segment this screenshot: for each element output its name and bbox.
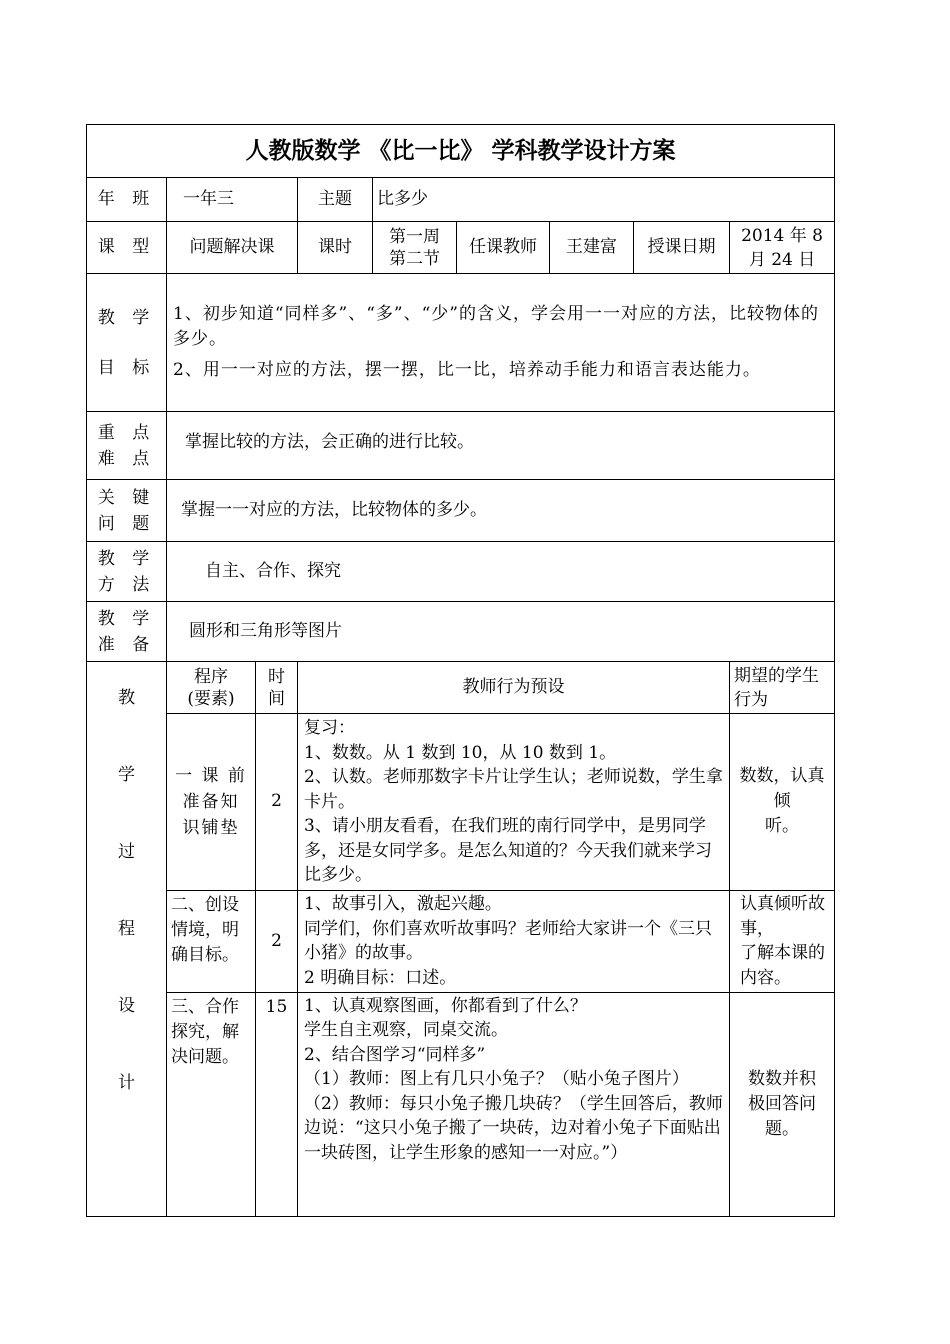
process-header-step: 程序 (要素) xyxy=(167,662,256,714)
date-label: 授课日期 xyxy=(634,222,730,274)
goal-item-1: 1、初步知道“同样多”、“多”、“少”的含义，学会用一一对应的方法，比较物体的多少。 xyxy=(173,304,819,349)
method-label-line-2: 方 法 xyxy=(97,574,156,595)
grade-value: 一年三 xyxy=(167,178,298,222)
prep-label-line-1: 教 学 xyxy=(97,608,156,629)
process-side-char-4: 程 xyxy=(118,919,135,939)
goals-label xyxy=(87,274,167,412)
process-row-2-step: 二、创设 情境，明 确目标。 xyxy=(167,890,256,992)
process-side-char-5: 设 xyxy=(118,996,135,1016)
lesson-plan-sheet-main xyxy=(86,124,834,1217)
lesson-type-label: 课 型 xyxy=(87,222,167,274)
process-side-label xyxy=(87,662,167,1217)
document-title: 人教版数学 《比一比》 学科教学设计方案 xyxy=(87,125,835,178)
key-question-label-line-1: 关 键 xyxy=(97,487,156,508)
process-row-1-student: 数数，认真倾 听。 xyxy=(730,714,835,891)
topic-label: 主题 xyxy=(298,178,373,222)
process-side-char-1: 教 xyxy=(118,688,135,708)
key-points-label-line-2: 难 点 xyxy=(97,448,156,469)
prep-value: 圆形和三角形等图片 xyxy=(167,602,835,662)
teacher-label: 任课教师 xyxy=(457,222,550,274)
goals-content xyxy=(167,274,835,412)
lesson-plan-grid xyxy=(86,124,835,1217)
period-label: 课时 xyxy=(298,222,373,274)
process-row-2-student: 认真倾听故 事， 了解本课的 内容。 xyxy=(730,890,835,992)
process-row-3-student: 数数并积 极回答问题。 xyxy=(730,992,835,1216)
process-header-teacher: 教师行为预设 xyxy=(298,662,730,714)
goals-label-line-2: 目 标 xyxy=(97,357,156,378)
process-side-char-3: 过 xyxy=(118,842,135,862)
process-side-char-2: 学 xyxy=(118,765,135,785)
teacher-value: 王建富 xyxy=(550,222,634,274)
process-row-1-teacher: 复习： 1、数数。从 1 数到 10，从 10 数到 1。 2、认数。老师那数字卡片让学生认；老师说数，学生拿卡片。 3、请小朋友看看，在我们班的南行同学中，是男同学多，还是女同学多。是怎么知道的？今天我们就来学习比多少。 xyxy=(298,714,730,891)
process-row-3-teacher: 1、认真观察图画，你都看到了什么？ 学生自主观察，同桌交流。 2、结合图学习“同样多” （1）教师：图上有几只小兔子？（贴小兔子图片） （2）教师：每只小兔子搬几块砖？（学生回答后，教师边说：“这只小兔子搬了一块砖，边对着小兔子下面贴出一块砖图，让学生形象的感知一一对应。”） xyxy=(298,992,730,1216)
key-question-label xyxy=(87,480,167,542)
method-label-line-1: 教 学 xyxy=(97,548,156,569)
method-label xyxy=(87,542,167,602)
lesson-type-value: 问题解决课 xyxy=(167,222,298,274)
key-question-value: 掌握一一对应的方法，比较物体的多少。 xyxy=(167,480,835,542)
process-row-1-time: 2 xyxy=(256,714,298,891)
period-section: 第二节 xyxy=(389,248,440,269)
date-line-2: 月 24 日 xyxy=(748,249,816,270)
process-header-student: 期望的学生 行为 xyxy=(730,662,835,714)
grade-label: 年 班 xyxy=(87,178,167,222)
process-row-1-step: 一 课 前 准备知 识铺垫 xyxy=(167,714,256,891)
goal-item-2: 2、用一一对应的方法，摆一摆，比一比，培养动手能力和语言表达能力。 xyxy=(173,360,761,380)
process-side-char-6: 计 xyxy=(118,1073,135,1093)
goals-label-line-1: 教 学 xyxy=(97,307,156,328)
period-week: 第一周 xyxy=(389,226,440,247)
process-row-2-time: 2 xyxy=(256,890,298,992)
key-question-label-line-2: 问 题 xyxy=(97,513,156,534)
date-value xyxy=(730,222,835,274)
key-points-value: 掌握比较的方法，会正确的进行比较。 xyxy=(167,412,835,480)
prep-label xyxy=(87,602,167,662)
process-row-3-step: 三、合作 探究，解 决问题。 xyxy=(167,992,256,1216)
process-row-2-teacher: 1、故事引入，激起兴趣。 同学们，你们喜欢听故事吗？老师给大家讲一个《三只小猪》的故事。 2 明确目标：口述。 xyxy=(298,890,730,992)
date-line-1: 2014 年 8 xyxy=(741,225,823,246)
period-value xyxy=(373,222,457,274)
prep-label-line-2: 准 备 xyxy=(97,634,156,655)
key-points-label-line-1: 重 点 xyxy=(97,422,156,443)
key-points-label xyxy=(87,412,167,480)
method-value: 自主、合作、探究 xyxy=(167,542,835,602)
process-row-3-time: 15 xyxy=(256,992,298,1216)
process-header-time: 时 间 xyxy=(256,662,298,714)
topic-value: 比多少 xyxy=(373,178,835,222)
